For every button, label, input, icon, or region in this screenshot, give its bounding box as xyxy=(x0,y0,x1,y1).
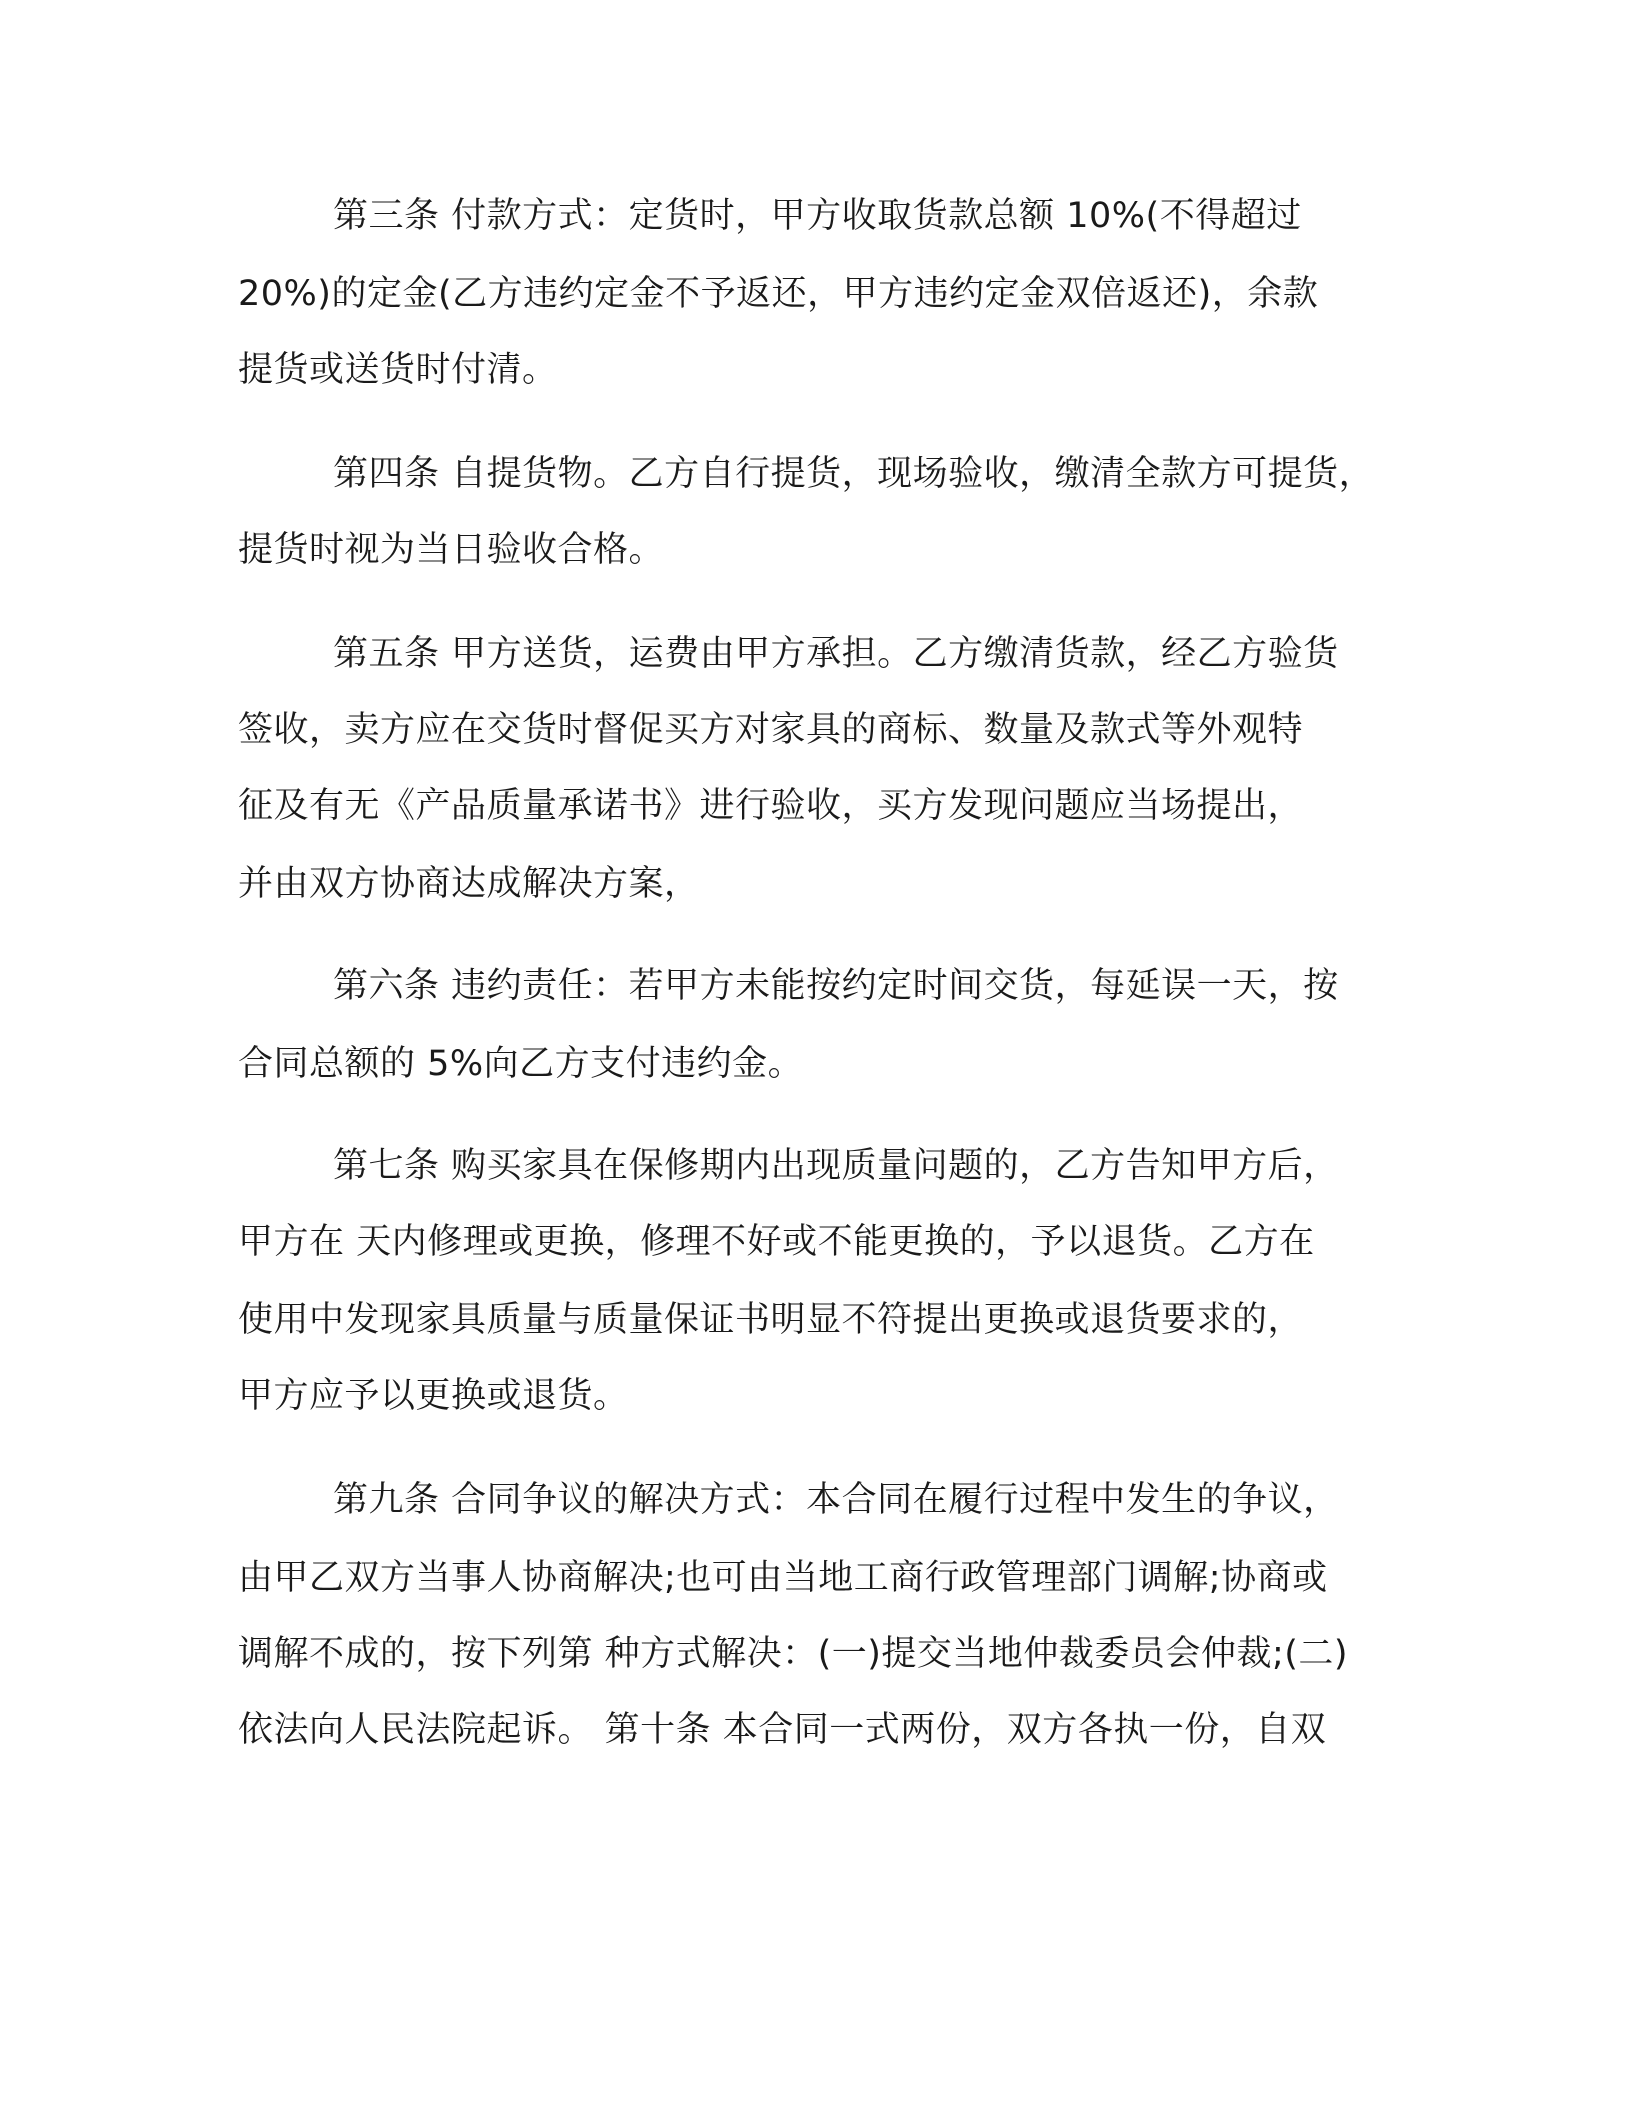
text-line: 征及有无《产品质量承诺书》进行验收，买方发现问题应当场提出， xyxy=(238,786,1304,826)
text-line: 第七条 购买家具在保修期内出现质量问题的，乙方告知甲方后， xyxy=(333,1146,1339,1186)
text-line: 甲方在 天内修理或更换，修理不好或不能更换的，予以退货。乙方在 xyxy=(238,1222,1315,1262)
text-line: 并由双方协商达成解决方案， xyxy=(238,864,700,904)
text-line: 调解不成的，按下列第 种方式解决：(一)提交当地仲裁委员会仲裁;(二) xyxy=(238,1634,1349,1674)
text-line: 提货或送货时付清。 xyxy=(238,350,558,390)
text-line: 合同总额的 5%向乙方支付违约金。 xyxy=(238,1044,804,1084)
text-line: 20%)的定金(乙方违约定金不予返还，甲方违约定金双倍返还)，余款 xyxy=(238,274,1319,314)
text-line: 甲方应予以更换或退货。 xyxy=(238,1376,629,1416)
text-line: 第九条 合同争议的解决方式：本合同在履行过程中发生的争议， xyxy=(333,1480,1339,1520)
text-line: 依法向人民法院起诉。 第十条 本合同一式两份，双方各执一份，自双 xyxy=(238,1710,1327,1750)
text-line: 第三条 付款方式：定货时，甲方收取货款总额 10%(不得超过 xyxy=(333,196,1302,236)
text-line: 第六条 违约责任：若甲方未能按约定时间交货，每延误一天，按 xyxy=(333,966,1339,1006)
text-line: 第四条 自提货物。乙方自行提货，现场验收，缴清全款方可提货， xyxy=(333,454,1375,494)
text-line: 提货时视为当日验收合格。 xyxy=(238,530,665,570)
text-line: 使用中发现家具质量与质量保证书明显不符提出更换或退货要求的， xyxy=(238,1300,1304,1340)
text-line: 签收，卖方应在交货时督促买方对家具的商标、数量及款式等外观特 xyxy=(238,710,1304,750)
text-line: 第五条 甲方送货，运费由甲方承担。乙方缴清货款，经乙方验货 xyxy=(333,634,1339,674)
text-line: 由甲乙双方当事人协商解决;也可由当地工商行政管理部门调解;协商或 xyxy=(238,1558,1328,1598)
